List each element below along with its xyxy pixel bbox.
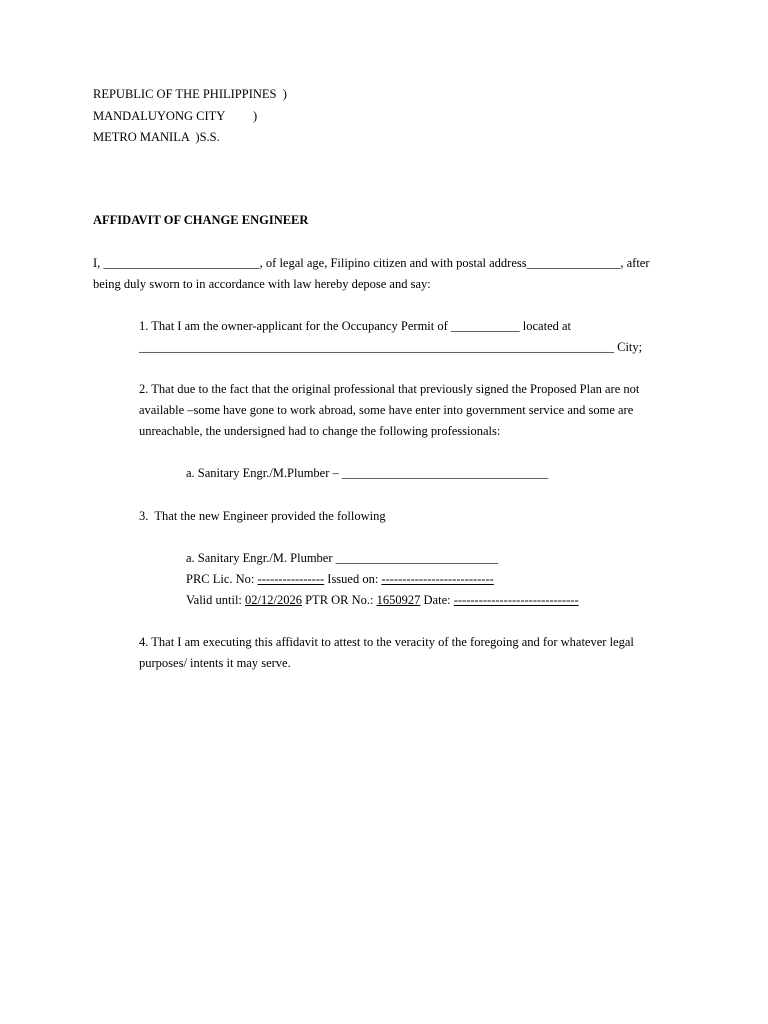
- ptr-value: 1650927: [376, 593, 421, 607]
- item-1-line-1: 1. That I am the owner-applicant for the Occupancy Permit of ___________ located at: [139, 319, 572, 333]
- issued-value: ---------------------------: [381, 572, 494, 586]
- item-2-line-2: available –some have gone to work abroad, some have enter into government service and some are: [139, 403, 634, 417]
- item-3a-label: a. Sanitary Engr./M. Plumber: [186, 551, 336, 565]
- item-2-line-1: 2. That due to the fact that the original professional that previously signed the Proposed Plan are not: [139, 382, 640, 396]
- prc-label: PRC Lic. No:: [186, 572, 258, 586]
- date-label: Date:: [420, 593, 454, 607]
- venue-republic: REPUBLIC OF THE PHILIPPINES ): [93, 87, 287, 101]
- item-4-line-2: purposes/ intents it may serve.: [139, 656, 291, 670]
- item-3a-line-3: [186, 592, 579, 608]
- prc-value: ----------------: [257, 572, 325, 586]
- intro-line-1: I, _________________________, of legal age, Filipino citizen and with postal address_______________, after: [93, 256, 650, 270]
- issued-label: Issued on:: [324, 572, 382, 586]
- venue-metro-manila: METRO MANILA )S.S.: [93, 130, 220, 144]
- item-4-line-1: 4. That I am executing this affidavit to attest to the veracity of the foregoing and for whatever legal: [139, 635, 634, 649]
- intro-line-2: being duly sworn to in accordance with law hereby depose and say:: [93, 277, 431, 291]
- venue-city: MANDALUYONG CITY ): [93, 109, 258, 123]
- item-3a-line-1: [186, 550, 498, 566]
- item-3a-line-2: [186, 571, 494, 587]
- item-2a-sanitary-engineer: a. Sanitary Engr./M.Plumber – _________________________________: [186, 466, 549, 480]
- ptr-label: PTR OR No.:: [301, 593, 377, 607]
- item-1-line-2: ____________________________________________________________________________ City;: [139, 340, 643, 354]
- date-value: ------------------------------: [453, 593, 579, 607]
- item-2-line-3: unreachable, the undersigned had to change the following professionals:: [139, 424, 501, 438]
- valid-until-value: 02/12/2026: [245, 593, 302, 607]
- valid-until-label: Valid until:: [186, 593, 246, 607]
- item-3: 3. That the new Engineer provided the following: [139, 509, 386, 523]
- item-3a-name-blank: __________________________: [335, 551, 499, 565]
- document-title: AFFIDAVIT OF CHANGE ENGINEER: [93, 213, 309, 227]
